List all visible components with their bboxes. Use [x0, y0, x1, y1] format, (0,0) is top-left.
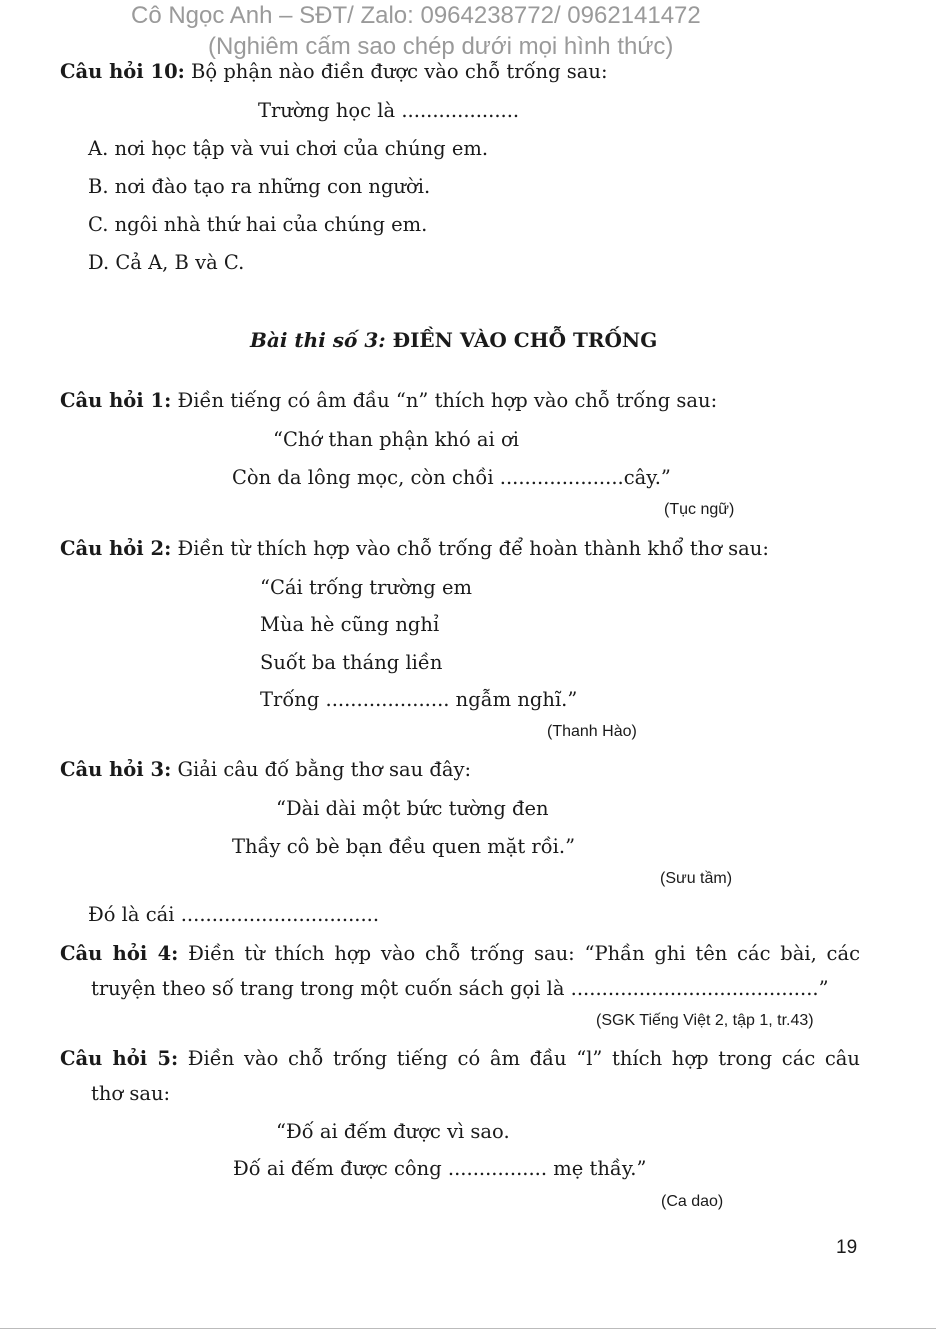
page-bottom-rule [0, 1328, 936, 1329]
source-citation: (Sưu tầm) [660, 870, 733, 887]
verse-line: Còn da lông mọc, còn chồi ....................cây.” [232, 466, 671, 489]
page-number: 19 [836, 1237, 858, 1258]
question-4-continuation: truyện theo số trang trong một cuốn sách gọi là ........................................” [91, 977, 829, 1000]
source-citation: (Thanh Hào) [547, 723, 637, 740]
watermark-line-1: Cô Ngọc Anh – SĐT/ Zalo: 0964238772/ 0962141472 [131, 2, 701, 29]
question-label: Câu hỏi 2: [60, 537, 172, 560]
verse-line: “Dài dài một bức tường đen [276, 797, 549, 820]
question-text: Điền tiếng có âm đầu “n” thích hợp vào chỗ trống sau: [177, 389, 718, 412]
section-title-main: ĐIỀN VÀO CHỖ TRỐNG [392, 328, 658, 352]
question-text: Giải câu đố bằng thơ sau đây: [177, 758, 472, 781]
option-a: A. nơi học tập và vui chơi của chúng em. [88, 137, 489, 160]
verse-line: “Chớ than phận khó ai ơi [273, 428, 519, 451]
verse-line: Trống .................... ngẫm nghĩ.” [260, 688, 578, 711]
question-text: Điền vào chỗ trống tiếng có âm đầu “l” thích hợp trong các câu [187, 1047, 860, 1070]
verse-line: Suốt ba tháng liền [260, 651, 443, 674]
question-4 [60, 942, 860, 965]
question-10 [60, 60, 608, 83]
verse-line: “Cái trống trường em [260, 576, 473, 599]
source-citation: (Ca dao) [661, 1193, 724, 1210]
question-label: Câu hỏi 4: [60, 942, 179, 965]
verse-line: Mùa hè cũng nghỉ [260, 613, 440, 636]
section-title [250, 328, 657, 352]
option-c: C. ngôi nhà thứ hai của chúng em. [88, 213, 428, 236]
option-b: B. nơi đào tạo ra những con người. [88, 175, 431, 198]
verse-line: Thầy cô bè bạn đều quen mặt rồi.” [232, 835, 576, 858]
question-1 [60, 389, 717, 412]
question-label: Câu hỏi 10: [60, 60, 185, 83]
question-label: Câu hỏi 3: [60, 758, 172, 781]
question-label: Câu hỏi 1: [60, 389, 172, 412]
verse-line: Đố ai đếm được công ................ mẹ thầy.” [233, 1157, 647, 1180]
question-text: Điền từ thích hợp vào chỗ trống sau: “Phần ghi tên các bài, các [188, 942, 860, 965]
section-title-prefix: Bài thi số 3: [250, 328, 386, 352]
question-5 [60, 1047, 860, 1070]
question-text: Bộ phận nào điền được vào chỗ trống sau: [191, 60, 608, 83]
question-3 [60, 758, 471, 781]
verse-line: “Đố ai đếm được vì sao. [276, 1120, 510, 1143]
answer-line: Đó là cái ................................ [88, 903, 380, 926]
option-d: D. Cả A, B và C. [88, 251, 245, 274]
question-2 [60, 537, 769, 560]
question-text: Điền từ thích hợp vào chỗ trống để hoàn thành khổ thơ sau: [177, 537, 769, 560]
source-citation: (SGK Tiếng Việt 2, tập 1, tr.43) [596, 1012, 814, 1029]
watermark-line-2: (Nghiêm cấm sao chép dưới mọi hình thức) [208, 33, 674, 60]
source-citation: (Tục ngữ) [664, 501, 735, 518]
question-10-prompt: Trường học là ................... [258, 99, 520, 122]
question-label: Câu hỏi 5: [60, 1047, 179, 1070]
question-5-continuation: thơ sau: [91, 1082, 171, 1105]
